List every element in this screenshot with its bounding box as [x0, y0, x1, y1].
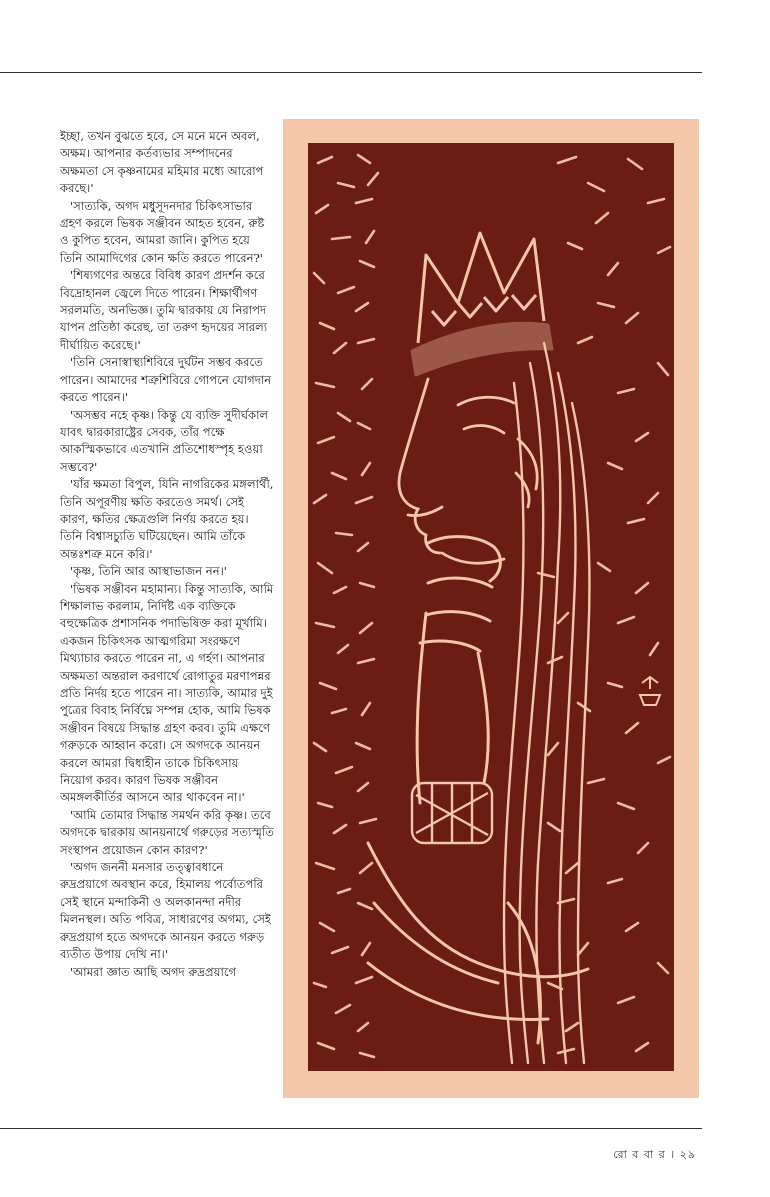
article-paragraph: 'আমি তোমার সিদ্ধান্ত সমর্থন করি কৃষ্ণ। তবে অগদকে দ্বারকায় আনয়নার্থে গরুড়ের সত্যস্মৃতি সংস্থাপন প্রয়োজন কোন কারণ?' — [60, 807, 274, 857]
article-paragraph: 'যাঁর ক্ষমতা বিপুল, যিনি নাগরিকের মঙ্গলার্থী, তিনি অপূরণীয় ক্ষতি করতেও সমর্থ। সেই কারণ, ক্ষতির ক্ষেত্রগুলি নির্ণয় করতে হয়। তিনি বিশ্বাসচ্যুতি ঘটিয়েছেন। আমি তাঁকে অন্তঃশত্রু মনে করি।' — [60, 477, 274, 561]
article-paragraph: 'সাত্যকি, অগদ মধুসূদনদার চিকিৎসাভার গ্রহণ করলে ভিষক সঞ্জীবন আহত হবেন, রুষ্ট ও কুপিত হবেন, আমরা জানি। কুপিত হয়ে তিনি আমাদিগের কোন ক্ষতি করতে পারেন?' — [60, 198, 265, 265]
illustration-panel — [283, 119, 699, 1098]
ink-field — [308, 143, 674, 1071]
article-paragraph: 'অগদ জননী মনসার তত্ত্বাবধানে রুদ্রপ্রয়াগে অবস্থান করে, হিমালয় পর্বোতপরি সেই স্থানে মন্দাকিনী ও অলকানন্দা নদীর মিলনস্থল। অতি পবিত্র, সাধারণের অগম্য, সেই রুদ্রপ্রয়াগ হতে অগদকে আনয়ন করতে গরুড় ব্যতীত উপায় দেখি না।' — [60, 860, 271, 962]
article-paragraph: 'কৃষ্ণ, তিনি আর আস্থাভাজন নন।' — [70, 564, 227, 579]
article-column — [60, 128, 274, 981]
article-paragraph: 'অসম্ভব নহে কৃষ্ণ। কিন্তু যে ব্যক্তি সুদীর্ঘকাল যাবৎ দ্বারকারাষ্ট্রের সেবক, তাঁর পক্ষে আকস্মিকভাবে এতখানি প্রতিশোধস্পৃহ হওয়া সম্ভবে?' — [60, 407, 269, 474]
page-folio: রো ব বা র । ২৯ — [613, 1148, 696, 1161]
article-paragraph: 'শিষ্যগণের অন্তরে বিবিধ কারণ প্রদর্শন করে বিদ্রোহানল জ্বেলে দিতে পারেন। শিক্ষার্থীগণ সরলমতি, অনভিজ্ঞ। তুমি দ্বারকায় যে নিরাপদ যাপন প্রতিষ্ঠা করেছ, তা তরুণ হৃদয়ের সারল্য দীর্ঘায়িত করেছে।' — [60, 268, 268, 352]
article-paragraph: 'আমরা জ্ঞাত আছি অগদ রুদ্রপ্রয়াগে — [70, 964, 237, 979]
article-paragraph: 'তিনি সেনাস্বাস্থ্যশিবিরে দুর্ঘটন সম্ভব করতে পারেন। আমাদের শত্রুশিবিরে গোপনে যোগদান করতে পারেন।' — [60, 355, 272, 405]
article-paragraph: ইচ্ছা, তখন বুঝতে হবে, সে মনে মনে অবল, অক্ষম। আপনার কর্তব্যভার সম্পাদনের অক্ষমতা সে কৃষ্ণনামের মহিমার মধ্যে আরোপ করছে।' — [60, 129, 264, 196]
header-rule — [0, 72, 702, 73]
woodcut-illustration — [308, 143, 674, 1071]
article-paragraph: 'ভিষক সঞ্জীবন মহামান্য। কিন্তু সাত্যকি, আমি শিক্ষালাভ করলাম, নির্দিষ্ট এক ব্যক্তিকে বহুক্ষেত্রিক প্রশাসনিক পদাভিষিক্ত করা মূর্খামি। একজন চিকিৎসক আত্মগরিমা সংরক্ষণে মিথ্যাচার করতে পারেন না, এ গর্হণ। আপনার অক্ষমতা অন্তরাল করণার্থে রোগাতুর মরণাপন্নর প্রতি নির্দয় হতে পারেন না। সাত্যকি, আমার দুই পুত্রের বিবাহ নির্বিঘ্নে সম্পন্ন হোক, আমি ভিষক সঞ্জীবন বিষয়ে সিদ্ধান্ত গ্রহণ করব। তুমি এক্ষণে গরুড়কে আহ্বান করো। সে অগদকে আনয়ন করলে আমরা দ্বিধাহীন তাকে চিকিৎসায় নিয়োগ করব। কারণ ভিষক সঞ্জীবন অমঙ্গলকীর্তির আসনে আর থাকবেন না।' — [60, 581, 274, 805]
footer-rule — [0, 1128, 702, 1129]
